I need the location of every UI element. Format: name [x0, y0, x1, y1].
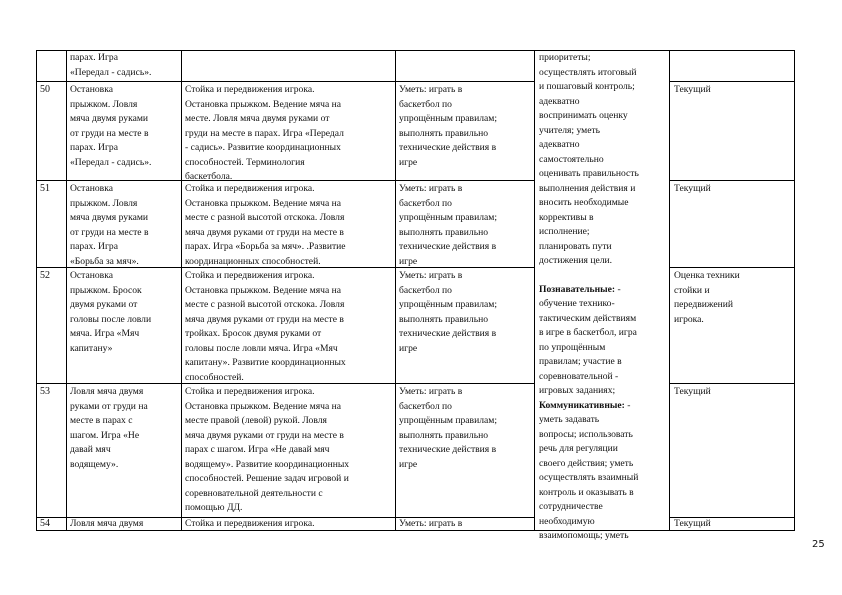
uud-regulative-text: приоритеты; осуществлять итоговый и пошаговый контроль; адекватно воспринимать оценку учителя; уметь адекватно самостоятельно оценивать правильность выполнения действия и вносить необходимые коррективы в исполнение; планировать пути достижения цели.	[539, 52, 639, 266]
column-divider	[669, 50, 670, 531]
control-cell: Текущий	[674, 518, 711, 529]
uud-cognitive-heading: Познавательные:	[539, 283, 616, 295]
lesson-plan-table	[36, 50, 795, 541]
topic-cell: Остановка прыжком. Ловля мяча двумя руками от груди на месте в парах. Игра «Передал - садись».	[70, 84, 152, 168]
table-border-bottom	[36, 530, 795, 531]
lesson-number: 52	[40, 270, 50, 281]
column-divider	[534, 50, 535, 531]
control-cell: Текущий	[674, 84, 711, 95]
content-cell: Стойка и передвижения игрока. Остановка прыжком. Ведение мяча на месте с разной высотой отскока. Ловля мяча двумя руками от груди на месте в парах. Игра «Борьба за мяч». .Развитие координационных способностей.	[185, 183, 346, 267]
row-divider	[36, 81, 535, 82]
table-border-right	[794, 50, 795, 531]
topic-cell: парах. Игра «Передал - садись».	[70, 52, 152, 78]
lesson-number: 51	[40, 183, 50, 194]
row-divider	[669, 267, 795, 268]
lesson-number: 54	[40, 518, 50, 529]
lesson-number: 50	[40, 84, 50, 95]
uud-cognitive-text: - обучение технико- тактическим действиям в игре в баскетбол, игра по упрощённым правилам; участие в соревновательной - игровых заданиях;	[539, 283, 637, 396]
content-cell: Стойка и передвижения игрока. Остановка прыжком. Ведение мяча на месте с разной высотой отскока. Ловля мяча двумя руками от груди на месте в тройках. Бросок двумя руками от головы после ловли мяча. Игра «Мяч капитану». Развитие координационных способностей.	[185, 270, 346, 383]
column-divider	[181, 50, 182, 531]
skills-cell: Уметь: играть в баскетбол по упрощённым правилам; выполнять правильно технические действия в игре	[399, 183, 497, 267]
skills-cell: Уметь: играть в баскетбол по упрощённым правилам; выполнять правильно технические действия в игре	[399, 270, 497, 354]
lesson-number: 53	[40, 386, 50, 397]
content-cell: Стойка и передвижения игрока.	[185, 518, 315, 529]
content-cell: Стойка и передвижения игрока. Остановка прыжком. Ведение мяча на месте. Ловля мяча двумя руками от груди на месте в парах. Игра «Передал - садись». Развитие координационных способностей. Терминология баскетбола.	[185, 84, 344, 182]
row-divider	[669, 81, 795, 82]
content-cell: Стойка и передвижения игрока. Остановка прыжком. Ведение мяча на месте правой (левой) рукой. Ловля мяча двумя руками от груди на месте в парах с шагом. Игра «Не давай мяч водящему». Развитие координационных способностей. Решение задач игровой и соревновательной деятельности с помощью ДД.	[185, 386, 350, 513]
skills-cell: Уметь: играть в баскетбол по упрощённым правилам; выполнять правильно технические действия в игре	[399, 84, 497, 168]
control-cell: Текущий	[674, 183, 711, 194]
topic-cell: Остановка прыжком. Бросок двумя руками от головы после ловли мяча. Игра «Мяч капитану»	[70, 270, 152, 354]
control-cell: Оценка техники стойки и передвижений игрока.	[674, 270, 740, 325]
control-cell: Текущий	[674, 386, 711, 397]
uud-communicative-text: - уметь задавать вопросы; использовать речь для регуляции своего действия; уметь осуществлять взаимный контроль и оказывать в сотрудничестве необходимую взаимопомощь; уметь	[539, 399, 639, 541]
column-divider	[395, 50, 396, 531]
topic-cell: Ловля мяча двумя руками от груди на месте в парах с шагом. Игра «Не давай мяч водящему».	[70, 386, 148, 470]
uud-communicative-heading: Коммуникативные:	[539, 399, 625, 411]
uud-communicative-cell	[539, 384, 667, 544]
topic-cell: Остановка прыжком. Ловля мяча двумя руками от груди на месте в парах. Игра «Борьба за мяч».	[70, 183, 149, 267]
skills-cell: Уметь: играть в	[399, 518, 463, 529]
uud-cognitive-cell	[539, 268, 667, 399]
column-divider	[66, 50, 67, 531]
table-border-left	[36, 50, 37, 531]
page-number: 25	[812, 539, 825, 550]
topic-cell: Ловля мяча двумя	[70, 518, 144, 529]
skills-cell: Уметь: играть в баскетбол по упрощённым правилам; выполнять правильно технические действия в игре	[399, 386, 497, 470]
row-divider	[669, 383, 795, 384]
row-divider	[669, 180, 795, 181]
